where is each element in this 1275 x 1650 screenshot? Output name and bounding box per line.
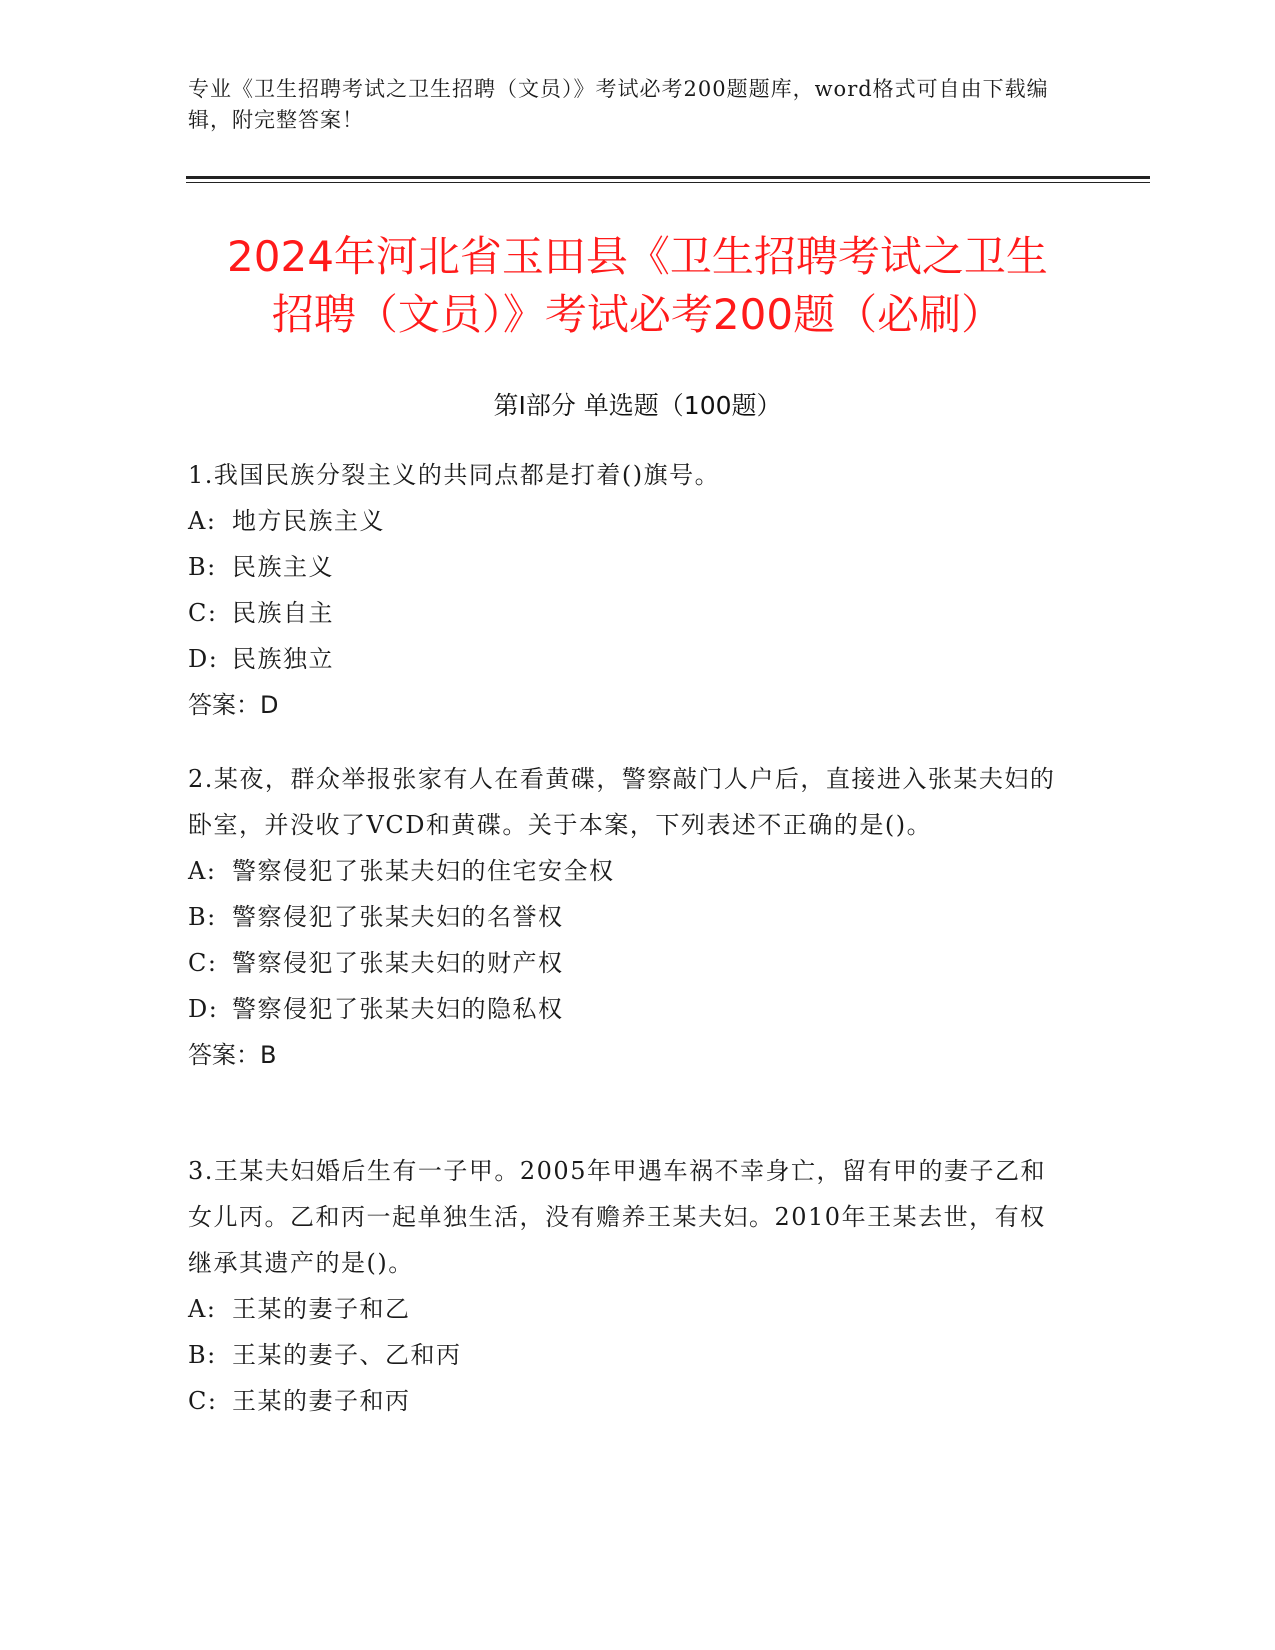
option-b	[188, 544, 1068, 590]
option-c	[188, 940, 1068, 986]
document-title	[150, 228, 1125, 344]
option-letter: C:	[188, 1387, 218, 1415]
option-text: 地方民族主义	[232, 507, 385, 535]
option-d	[188, 986, 1068, 1032]
option-letter: A:	[188, 1295, 217, 1323]
option-text: 民族主义	[232, 553, 334, 581]
question-stem: 1.我国民族分裂主义的共同点都是打着()旗号。	[188, 461, 721, 489]
option-letter: C:	[188, 949, 218, 977]
option-b	[188, 1332, 1068, 1378]
section-title: 第I部分 单选题（100题）	[493, 391, 782, 420]
question-1	[188, 452, 1068, 728]
option-letter: A:	[188, 857, 217, 885]
option-b	[188, 894, 1068, 940]
option-c	[188, 1378, 1068, 1424]
option-c	[188, 590, 1068, 636]
option-d	[188, 636, 1068, 682]
option-a	[188, 1286, 1068, 1332]
question-stem: 2.某夜，群众举报张家有人在看黄碟，警察敲门人户后，直接进入张某夫妇的卧室，并没收了VCD和黄碟。关于本案，下列表述不正确的是()。	[188, 765, 1056, 839]
option-text: 警察侵犯了张某夫妇的名誉权	[232, 903, 564, 931]
option-text: 警察侵犯了张某夫妇的住宅安全权	[232, 857, 615, 885]
option-text: 民族自主	[232, 599, 334, 627]
header-note: 专业《卫生招聘考试之卫生招聘（文员）》考试必考200题题库，word格式可自由下载编辑，附完整答案！	[188, 77, 1049, 132]
answer-line: 答案：D	[188, 691, 279, 719]
answer-line: 答案：B	[188, 1041, 277, 1069]
title-line-1: 2024年河北省玉田县《卫生招聘考试之卫生	[227, 232, 1048, 281]
option-letter: D:	[188, 995, 219, 1023]
option-text: 警察侵犯了张某夫妇的财产权	[232, 949, 564, 977]
option-text: 王某的妻子和丙	[232, 1387, 411, 1415]
option-letter: D:	[188, 645, 219, 673]
option-text: 王某的妻子和乙	[232, 1295, 411, 1323]
question-3	[188, 1148, 1068, 1424]
header-divider-thick	[186, 176, 1150, 179]
option-letter: B:	[188, 903, 217, 931]
option-letter: B:	[188, 1341, 217, 1369]
question-2	[188, 756, 1068, 1078]
option-a	[188, 848, 1068, 894]
question-stem: 3.王某夫妇婚后生有一子甲。2005年甲遇车祸不幸身亡，留有甲的妻子乙和女儿丙。乙和丙一起单独生活，没有赡养王某夫妇。2010年王某去世，有权继承其遗产的是()。	[188, 1157, 1046, 1277]
option-letter: A:	[188, 507, 217, 535]
title-line-2: 招聘（文员）》考试必考200题（必刷）	[271, 290, 1004, 339]
option-a	[188, 498, 1068, 544]
option-letter: B:	[188, 553, 217, 581]
option-letter: C:	[188, 599, 218, 627]
option-text: 警察侵犯了张某夫妇的隐私权	[232, 995, 564, 1023]
option-text: 民族独立	[232, 645, 334, 673]
option-text: 王某的妻子、乙和丙	[232, 1341, 462, 1369]
header-divider-thin	[186, 182, 1150, 183]
